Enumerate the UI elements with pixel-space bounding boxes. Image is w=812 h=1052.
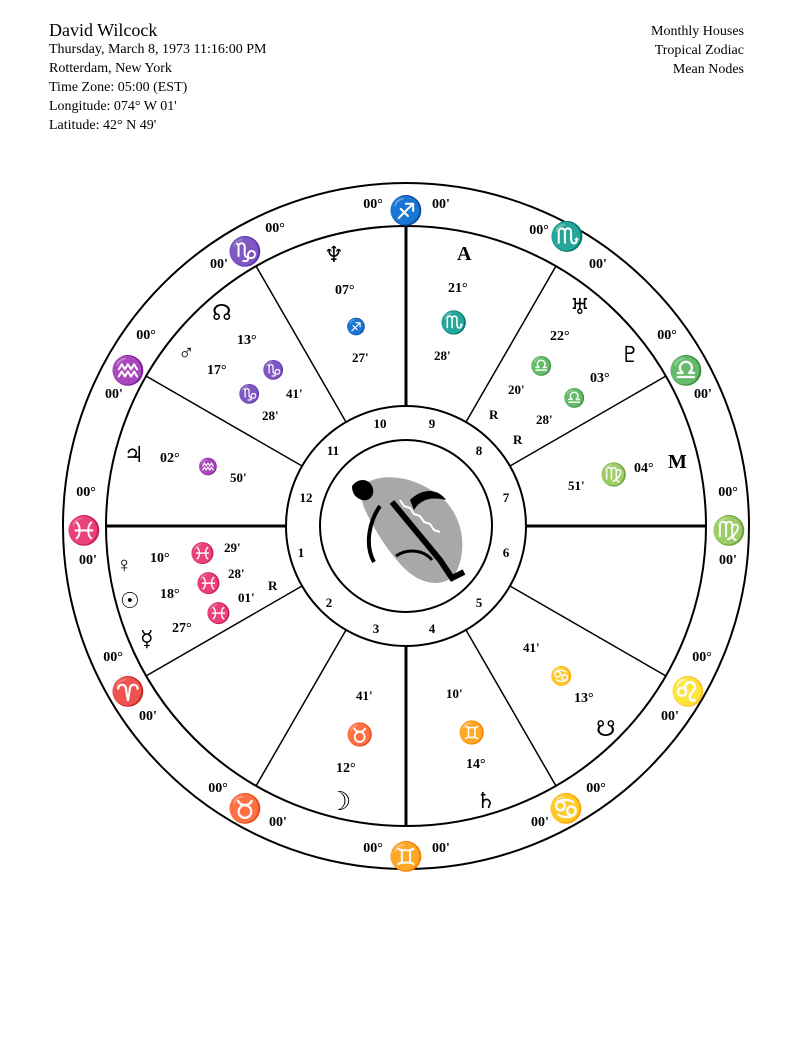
sco-sign-icon: ♏: [549, 222, 585, 253]
midheaven-label: M: [668, 451, 687, 473]
ascendant-label: A: [457, 243, 472, 265]
south-node-sign-icon: ♋: [550, 666, 573, 686]
cap-cusp-degree: 00°: [265, 221, 285, 236]
midheaven-minute: 51': [568, 478, 585, 493]
node-type: Mean Nodes: [672, 62, 744, 77]
cusp-8: [510, 376, 666, 466]
sco-cusp-minute: 00': [589, 257, 607, 272]
house-number-3: 3: [372, 621, 380, 636]
sun-minute: 28': [228, 566, 245, 581]
house-number-2: 2: [325, 595, 333, 610]
neptune-minute: 27': [352, 350, 369, 365]
pluto-icon: ♇: [620, 342, 640, 367]
pis-cusp-minute: 00': [79, 553, 97, 568]
north-node-degree: 17°: [207, 363, 227, 378]
north-node-icon: ☊: [212, 300, 232, 325]
house-number-1: 1: [297, 545, 305, 560]
moon-minute: 41': [356, 688, 373, 703]
jupiter-sign-icon: ♒: [198, 459, 218, 476]
longitude: Longitude: 074° W 01': [49, 99, 177, 114]
mercury-degree: 27°: [172, 621, 192, 636]
uranus-sign-icon: ♎: [530, 356, 553, 376]
pis-cusp-degree: 00°: [76, 485, 96, 500]
south-node-degree: 13°: [574, 691, 594, 706]
saturn-degree: 14°: [466, 757, 486, 772]
pluto-sign-icon: ♎: [563, 388, 586, 408]
moon-sign-icon: ♉: [346, 722, 374, 747]
pluto-retrograde: R: [513, 432, 523, 447]
can-cusp-minute: 00': [531, 815, 549, 830]
sag-sign-icon: ♐: [388, 196, 424, 227]
ari-cusp-minute: 00': [139, 709, 157, 724]
gem-cusp-minute: 00': [432, 841, 450, 856]
time-zone: Time Zone: 05:00 (EST): [49, 80, 188, 95]
gem-cusp-degree: 00°: [363, 841, 383, 856]
birth-datetime: Thursday, March 8, 1973 11:16:00 PM: [49, 42, 267, 57]
pis-sign-icon: ♓: [66, 516, 102, 547]
lib-cusp-minute: 00': [694, 387, 712, 402]
gem-sign-icon: ♊: [388, 842, 424, 873]
saturn-sign-icon: ♊: [458, 720, 486, 745]
vir-cusp-degree: 00°: [718, 485, 738, 500]
mars-minute: 41': [286, 386, 303, 401]
lib-cusp-degree: 00°: [657, 328, 677, 343]
sun-sign-icon: ♓: [196, 573, 221, 595]
can-cusp-degree: 00°: [586, 781, 606, 796]
tau-cusp-minute: 00': [269, 815, 287, 830]
aqu-cusp-degree: 00°: [136, 328, 156, 343]
venus-icon: ♀: [116, 552, 133, 577]
house-number-5: 5: [475, 595, 483, 610]
tau-cusp-degree: 00°: [208, 781, 228, 796]
mercury-retrograde: R: [268, 578, 278, 593]
mars-icon: ♂: [178, 340, 195, 365]
cusp-6: [510, 586, 666, 676]
mercury-sign-icon: ♓: [206, 603, 231, 625]
neptune-icon: ♆: [324, 242, 344, 267]
jupiter-minute: 50': [230, 470, 247, 485]
house-number-10: 10: [373, 416, 387, 431]
cusp-9: [466, 266, 556, 422]
midheaven-sign-icon: ♍: [600, 462, 628, 487]
uranus-icon: ♅: [570, 294, 590, 319]
uranus-retrograde: R: [489, 407, 499, 422]
vir-cusp-minute: 00': [719, 553, 737, 568]
ascendant-degree: 21°: [448, 281, 468, 296]
sun-degree: 18°: [160, 587, 180, 602]
sag-cusp-degree: 00°: [363, 197, 383, 212]
leo-cusp-minute: 00': [661, 709, 679, 724]
south-node-minute: 41': [523, 640, 540, 655]
moon-icon: ☽: [328, 787, 352, 816]
person-name: David Wilcock: [49, 20, 158, 40]
moon-degree: 12°: [336, 761, 356, 776]
house-number-11: 11: [326, 443, 340, 458]
aqu-cusp-minute: 00': [105, 387, 123, 402]
midheaven-degree: 04°: [634, 461, 654, 476]
house-number-8: 8: [475, 443, 483, 458]
ari-sign-icon: ♈: [110, 677, 146, 708]
ari-cusp-degree: 00°: [103, 650, 123, 665]
uranus-minute: 20': [508, 382, 525, 397]
can-sign-icon: ♋: [548, 794, 584, 825]
house-system: Monthly Houses: [651, 24, 744, 39]
neptune-degree: 07°: [335, 283, 355, 298]
birth-place: Rotterdam, New York: [49, 61, 172, 76]
cap-cusp-minute: 00': [210, 257, 228, 272]
aqu-sign-icon: ♒: [110, 356, 146, 387]
pluto-degree: 03°: [590, 371, 610, 386]
sun-icon: ☉: [120, 588, 140, 613]
dragon-emblem: [352, 477, 464, 583]
cusp-3: [256, 630, 346, 786]
ascendant-sign-icon: ♏: [440, 310, 468, 335]
south-node-icon: ☋: [596, 716, 616, 741]
ascendant-minute: 28': [434, 348, 451, 363]
house-number-7: 7: [502, 490, 510, 505]
saturn-minute: 10': [446, 686, 463, 701]
vir-sign-icon: ♍: [711, 516, 747, 547]
jupiter-degree: 02°: [160, 451, 180, 466]
mars-degree: 13°: [237, 333, 257, 348]
neptune-sign-icon: ♐: [346, 319, 366, 336]
zodiac-type: Tropical Zodiac: [654, 43, 744, 58]
saturn-icon: ♄: [476, 788, 496, 813]
north-node-minute: 28': [262, 408, 279, 423]
house-number-4: 4: [428, 621, 436, 636]
house-number-6: 6: [502, 545, 510, 560]
north-node-sign-icon: ♑: [238, 384, 261, 404]
latitude: Latitude: 42° N 49': [49, 118, 157, 133]
jupiter-icon: ♃: [124, 442, 144, 467]
tau-sign-icon: ♉: [227, 794, 263, 825]
mercury-minute: 01': [238, 590, 255, 605]
house-number-12: 12: [299, 490, 313, 505]
venus-minute: 29': [224, 540, 241, 555]
leo-cusp-degree: 00°: [692, 650, 712, 665]
venus-degree: 10°: [150, 551, 170, 566]
pluto-minute: 28': [536, 412, 553, 427]
mercury-icon: ☿: [140, 626, 154, 651]
cap-sign-icon: ♑: [227, 237, 263, 268]
leo-sign-icon: ♌: [670, 677, 706, 708]
sco-cusp-degree: 00°: [529, 223, 549, 238]
house-number-9: 9: [428, 416, 436, 431]
venus-sign-icon: ♓: [190, 543, 215, 565]
uranus-degree: 22°: [550, 329, 570, 344]
mars-sign-icon: ♑: [262, 360, 285, 380]
sag-cusp-minute: 00': [432, 197, 450, 212]
lib-sign-icon: ♎: [668, 356, 704, 387]
